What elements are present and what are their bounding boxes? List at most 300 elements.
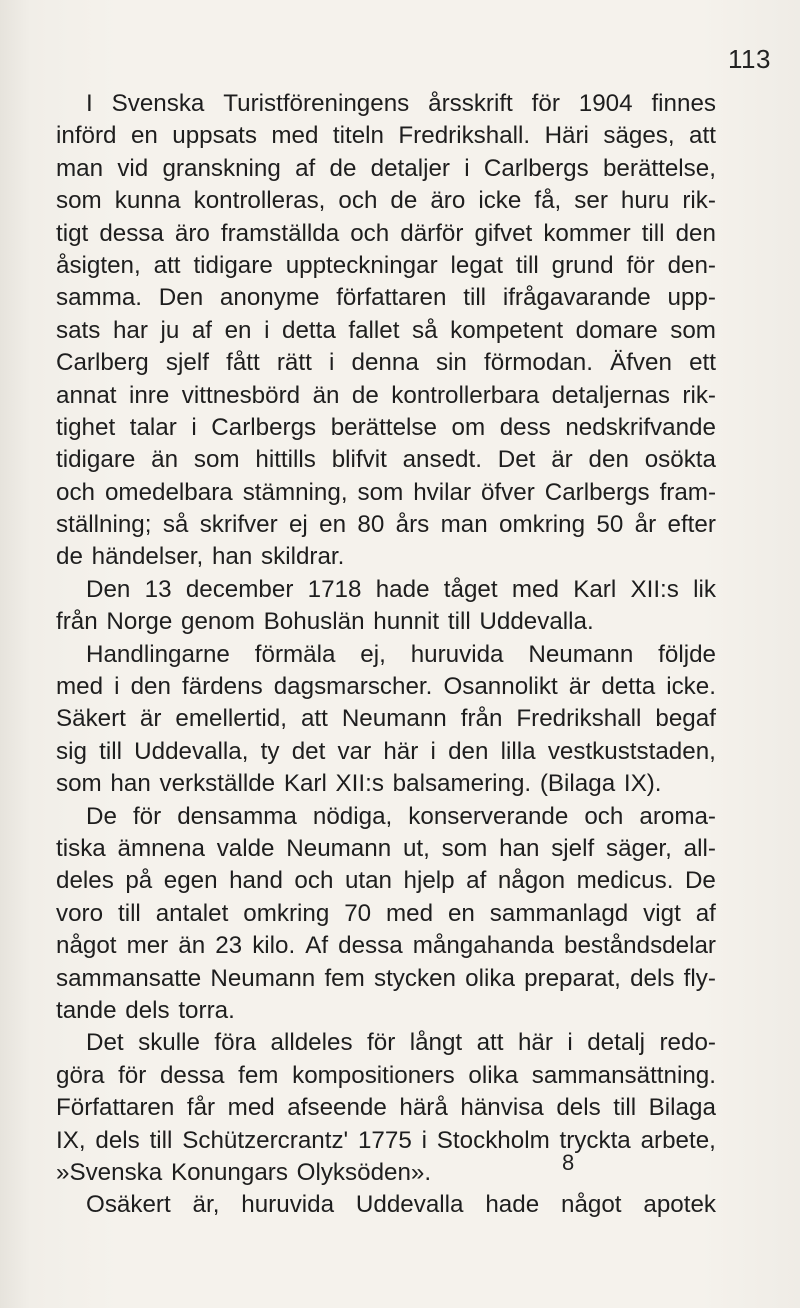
word: nödiga, [312, 802, 393, 830]
word: tiska [56, 834, 106, 862]
word: till [515, 251, 539, 279]
word: färdens [181, 673, 263, 701]
word: till [149, 1126, 173, 1154]
text-line [56, 963, 716, 995]
word: långt [409, 1029, 463, 1057]
word: i [464, 154, 470, 182]
word: är, [192, 1191, 220, 1219]
word: valde [216, 834, 275, 862]
word: med [511, 575, 559, 603]
word: Turistföreningens [223, 90, 410, 117]
word: De [684, 867, 716, 895]
text-line [56, 865, 716, 897]
word: uppsats [172, 122, 257, 150]
word: efter [667, 511, 716, 539]
word: de [390, 187, 418, 215]
text-line [56, 315, 716, 347]
word: annat [56, 381, 117, 409]
paragraph [56, 574, 716, 639]
word: 1904 [578, 90, 633, 117]
word: Carlbergs [483, 154, 589, 182]
word: antalet [155, 899, 229, 927]
text-line: de händelser, han skildrar. [56, 543, 345, 571]
word: deles [56, 867, 114, 895]
word: års [395, 511, 430, 539]
word: begaf [655, 705, 716, 733]
text-line [56, 1189, 716, 1221]
word: stämning, [242, 478, 348, 506]
word: ty [260, 737, 280, 765]
word: mer [126, 932, 169, 960]
word: ej [288, 511, 308, 539]
word: härå [399, 1094, 448, 1122]
word: Osannolikt [443, 673, 558, 701]
word: dagsmarscher. [273, 673, 433, 701]
word: ett [689, 349, 716, 377]
word: berättelse, [602, 154, 716, 182]
word: till [117, 899, 141, 927]
text-line [56, 801, 716, 833]
word: hade [485, 1191, 540, 1219]
word: någon [497, 867, 566, 895]
word: rik- [682, 187, 716, 215]
text-line [56, 671, 716, 703]
word: konserverande [408, 802, 569, 830]
word: är [139, 705, 162, 733]
word: som [193, 446, 240, 474]
word: att [689, 122, 716, 150]
word: man [56, 154, 104, 182]
word: hjelp [403, 867, 455, 895]
word: vid [117, 154, 149, 182]
word: osökta [644, 446, 716, 474]
word: den [130, 673, 171, 701]
paragraph [56, 1189, 716, 1221]
word: i [430, 737, 436, 765]
word: 50 [596, 511, 624, 539]
word: en [319, 511, 347, 539]
word: Fredrikshall. [398, 122, 531, 150]
word: nedskrifvande [565, 413, 716, 441]
text-line [56, 477, 716, 509]
word: detaljer [370, 154, 450, 182]
word: olika [468, 1061, 519, 1089]
word: att [300, 705, 328, 733]
word: här [383, 737, 419, 765]
word: i [421, 1126, 427, 1154]
word: dels [630, 964, 675, 992]
word: fly- [683, 964, 716, 992]
word: förmodan. [484, 349, 593, 377]
word: medicus. [576, 867, 674, 895]
word: huruvida [241, 1191, 335, 1219]
word: den [675, 219, 716, 247]
word: Äfven [610, 349, 672, 377]
paragraph [56, 639, 716, 801]
word: dels [556, 1094, 601, 1122]
text-line [56, 120, 716, 152]
word: talar [129, 413, 177, 441]
word: äro [430, 187, 466, 215]
word: Carlbergs [544, 478, 650, 506]
text-line [56, 347, 716, 379]
text-line [56, 639, 716, 671]
word: vestkuststaden, [547, 737, 716, 765]
word: den [448, 737, 489, 765]
word: sjelf [551, 834, 595, 862]
word: sammansättning. [531, 1061, 716, 1089]
word: grund [551, 251, 614, 279]
word: samma. [56, 284, 143, 312]
word: apotek [643, 1191, 716, 1219]
word: ju [160, 316, 180, 344]
word: den [588, 446, 629, 474]
word: göra [56, 1061, 105, 1089]
word: införd [56, 122, 117, 150]
text-line [56, 153, 716, 185]
text-line [56, 250, 716, 282]
word: tidigare [193, 251, 273, 279]
word: ser [574, 187, 608, 215]
word: att [476, 1029, 504, 1057]
word: i [114, 673, 120, 701]
word: följde [658, 640, 716, 668]
word: Neumann [210, 964, 316, 992]
word: kilo. [252, 932, 296, 960]
text-line [56, 444, 716, 476]
text-line [56, 898, 716, 930]
word: ut, [402, 834, 430, 862]
word: emellertid, [175, 705, 287, 733]
word: och [338, 187, 378, 215]
word: fallet [348, 316, 400, 344]
paragraph [56, 801, 716, 1028]
signature-mark: 8 [562, 1150, 575, 1175]
word: 1775 [357, 1126, 412, 1154]
word: densamma [177, 802, 297, 830]
word: år [634, 511, 657, 539]
word: dess [499, 413, 551, 441]
word: utan [344, 867, 393, 895]
word: egen [163, 867, 218, 895]
word: säger, [605, 834, 672, 862]
word: så [162, 511, 189, 539]
word: Den [86, 575, 131, 603]
word: sammansatte [56, 964, 202, 992]
word: om [451, 413, 486, 441]
word: Den [158, 284, 204, 312]
word: anonyme [219, 284, 320, 312]
word: på [125, 867, 153, 895]
word: få, [534, 187, 562, 215]
word: af [295, 154, 316, 182]
word: detta [282, 316, 336, 344]
text-line [56, 736, 716, 768]
word: stycken [373, 964, 456, 992]
word: som [357, 478, 404, 506]
word: som [441, 834, 488, 862]
word: Häri [544, 122, 589, 150]
word: ställning; [56, 511, 152, 539]
word: till [463, 284, 487, 312]
word: rik- [682, 381, 716, 409]
word: öfver [480, 478, 535, 506]
word: af [466, 867, 487, 895]
word: kontrollerbara [391, 381, 540, 409]
word: i [191, 413, 197, 441]
word: till [613, 1094, 637, 1122]
word: all- [683, 834, 716, 862]
word: som [56, 187, 102, 215]
word: olika [465, 964, 515, 992]
word: sig [56, 737, 87, 765]
word: Fredrikshall [516, 705, 642, 733]
word: han [499, 834, 540, 862]
text-line: tande dels torra. [56, 996, 235, 1024]
word: Säkert [56, 705, 126, 733]
word: och [584, 802, 624, 830]
word: dessa [338, 932, 403, 960]
word: än [312, 381, 340, 409]
word: de [351, 381, 379, 409]
word: med [227, 1094, 275, 1122]
word: aroma- [639, 802, 716, 830]
word: förmäla [254, 640, 336, 668]
word: än [151, 446, 179, 474]
word: för [132, 802, 162, 830]
word: i [264, 316, 270, 344]
word: redo- [659, 1029, 716, 1057]
word: som [670, 316, 716, 344]
word: ifrågavarande [502, 284, 651, 312]
word: framställda [220, 219, 340, 247]
word: afseende [287, 1094, 387, 1122]
word: mångahanda [412, 932, 554, 960]
word: detta [601, 673, 656, 701]
word: Af [305, 932, 329, 960]
word: finnes [651, 90, 716, 117]
word: äro [174, 219, 210, 247]
word: kontrolleras, [193, 187, 326, 215]
word: är [551, 446, 573, 474]
word: fram- [659, 478, 716, 506]
word: till [641, 219, 665, 247]
word: preparat, [524, 964, 621, 992]
word: tigt [56, 219, 89, 247]
word: Författaren [56, 1094, 175, 1122]
text-line: från Norge genom Bohuslän hunnit till Uddevalla. [56, 608, 594, 636]
word: omedelbara [104, 478, 233, 506]
word: med [56, 673, 104, 701]
word: Neumann [286, 834, 392, 862]
word: lik [693, 575, 716, 603]
word: Det [86, 1029, 124, 1057]
word: den- [667, 251, 716, 279]
word: Svenska [111, 90, 205, 117]
word: och [294, 867, 334, 895]
word: tryckta [559, 1126, 631, 1154]
word: så [412, 316, 438, 344]
word: I [86, 90, 93, 117]
paragraph [56, 1027, 716, 1189]
text-line [56, 930, 716, 962]
text-line [56, 509, 716, 541]
word: och [350, 219, 390, 247]
word: något [561, 1191, 622, 1219]
word: Uddevalla [355, 1191, 464, 1219]
text-line [56, 88, 716, 120]
text-line [56, 703, 716, 735]
word: legat [450, 251, 503, 279]
word: får [186, 1094, 216, 1122]
word: detalj [587, 1029, 646, 1057]
word: Carlberg [56, 349, 149, 377]
word: omkring [499, 511, 586, 539]
word: Handlingarne [86, 640, 230, 668]
word: var [337, 737, 372, 765]
word: fått [226, 349, 260, 377]
word: af [695, 899, 716, 927]
word: något [56, 932, 117, 960]
word: tighet [56, 413, 116, 441]
word: dessa [159, 1061, 225, 1089]
word: vigt [643, 899, 681, 927]
word: icke. [666, 673, 716, 701]
text-line [56, 412, 716, 444]
text-line: »Svenska Konungars Olyksöden». [56, 1158, 432, 1186]
word: rätt [276, 349, 312, 377]
word: dels [95, 1126, 140, 1154]
word: lilla [500, 737, 536, 765]
text-line [56, 380, 716, 412]
word: till [99, 737, 122, 765]
text-line [56, 1027, 716, 1059]
word: i [567, 1029, 573, 1057]
word: Uddevalla, [134, 737, 249, 765]
word: december [185, 575, 294, 603]
word: inre [128, 381, 170, 409]
page-number: 113 [728, 44, 771, 74]
word: kompositioners [292, 1061, 455, 1089]
word: detaljernas [551, 381, 670, 409]
word: blifvit [331, 446, 387, 474]
word: arbete, [640, 1126, 716, 1154]
word: man [440, 511, 488, 539]
word: fem [238, 1061, 279, 1089]
word: från [460, 705, 503, 733]
word: sats [56, 316, 101, 344]
word: i [328, 349, 335, 377]
word: fem [324, 964, 365, 992]
word: kunna [114, 187, 181, 215]
word: det [291, 737, 326, 765]
word: än [178, 932, 206, 960]
word: åsigten, [56, 251, 141, 279]
paragraph [56, 88, 716, 574]
word: titeln [332, 122, 384, 150]
word: omkring [243, 899, 330, 927]
word: af [191, 316, 213, 344]
word: en [224, 316, 252, 344]
word: Stockholm [436, 1126, 550, 1154]
word: voro [56, 899, 104, 927]
word: Neumann [528, 640, 634, 668]
text-line [56, 1060, 716, 1092]
word: med [271, 122, 319, 150]
word: författaren [336, 284, 447, 312]
word: ej, [360, 640, 386, 668]
word: hänvisa [460, 1094, 544, 1122]
text-line [56, 833, 716, 865]
word: 13 [144, 575, 172, 603]
word: 80 [357, 511, 385, 539]
word: därför [400, 219, 464, 247]
word: upp- [667, 284, 716, 312]
word: alldeles [270, 1029, 353, 1057]
text-line [56, 1125, 716, 1157]
word: Bilaga [648, 1094, 716, 1122]
word: för [531, 90, 560, 117]
word: föra [214, 1029, 257, 1057]
text-line [56, 1092, 716, 1124]
word: är [568, 673, 591, 701]
body-text [56, 88, 716, 1222]
word: 23 [215, 932, 243, 960]
word: de [329, 154, 357, 182]
word: Carlbergs [211, 413, 317, 441]
word: dessa [99, 219, 164, 247]
word: ämnena [117, 834, 205, 862]
word: för [367, 1029, 396, 1057]
word: Osäkert [86, 1191, 171, 1219]
word: hade [375, 575, 430, 603]
word: och [56, 478, 95, 506]
word: säges, [603, 122, 675, 150]
word: årsskrift [428, 90, 513, 117]
word: huruvida [410, 640, 504, 668]
text-line [56, 574, 716, 606]
word: 70 [344, 899, 372, 927]
word: 1718 [307, 575, 362, 603]
word: Neumann [341, 705, 447, 733]
word: XII:s [630, 575, 679, 603]
word: en [130, 122, 158, 150]
text-line [56, 218, 716, 250]
word: domare [575, 316, 658, 344]
word: med [386, 899, 434, 927]
word: för [118, 1061, 147, 1089]
word: Det [497, 446, 536, 474]
word: uppteckningar [285, 251, 438, 279]
word: här [517, 1029, 553, 1057]
word: sammanlagd [489, 899, 629, 927]
word: tåget [443, 575, 498, 603]
text-line [56, 282, 716, 314]
word: en [447, 899, 475, 927]
word: ansedt. [402, 446, 482, 474]
word: för [626, 251, 655, 279]
word: Karl [573, 575, 617, 603]
word: kommer [543, 219, 631, 247]
word: kompetent [450, 316, 564, 344]
word: beståndsdelar [564, 932, 716, 960]
word: sin [435, 349, 467, 377]
word: hittills [255, 446, 316, 474]
word: hand [229, 867, 283, 895]
word: berättelse [330, 413, 437, 441]
text-line [56, 185, 716, 217]
word: sjelf [165, 349, 209, 377]
